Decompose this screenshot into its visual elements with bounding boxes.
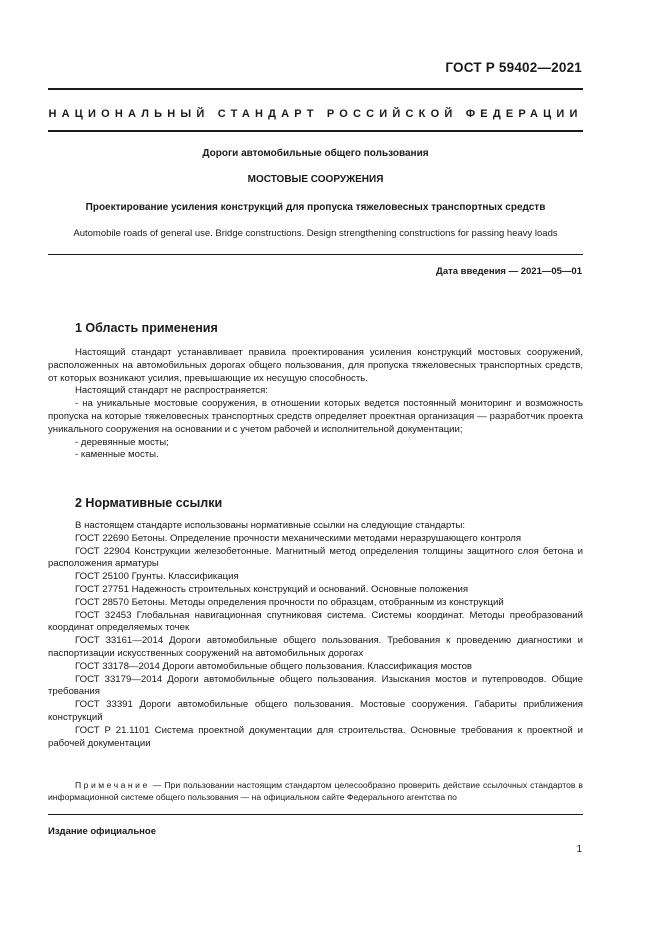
footer-rule [48,814,583,815]
reference-item: ГОСТ 22904 Конструкции железобетонные. Магнитный метод определения толщины защитного слоя бетона и расположения арматуры [48,545,583,570]
reference-item: ГОСТ 33161—2014 Дороги автомобильные общего пользования. Требования к проведению диагностики и паспортизации искусственных сооружений на автомобильных дорогах [48,635,583,659]
section-2-title: 2 Нормативные ссылки [75,496,223,510]
paragraph: Настоящий стандарт не распространяется: [75,385,268,397]
paragraph: - каменные мосты. [75,449,159,461]
paragraph: - деревянные мосты; [75,436,169,448]
section-1-title: 1 Область применения [75,321,218,335]
section-1-body [48,347,583,462]
note [48,779,583,803]
reference-item: ГОСТ 33179—2014 Дороги автомобильные общего пользования. Изыскания мостов и путепроводов. Общие требования [48,673,583,698]
title-rule [48,254,583,255]
top-rule [48,88,583,90]
heading-rule [48,130,583,132]
paragraph: - на уникальные мостовые сооружения, в отношении которых ведется постоянный мониторинг и возможность пропуска на которые тяжеловесных транспортных средств определяет проектная организация — разработчик проекта уникального сооружения на основании и с учетом рабочей и исполнительной документации; [48,398,583,435]
national-standard-heading: НАЦИОНАЛЬНЫЙ СТАНДАРТ РОССИЙСКОЙ ФЕДЕРАЦИИ [48,108,583,120]
gost-code: ГОСТ Р 59402—2021 [445,60,582,75]
paragraph: В настоящем стандарте использованы нормативные ссылки на следующие стандарты: [75,520,466,531]
reference-item: ГОСТ 33178—2014 Дороги автомобильные общего пользования. Классификация мостов [75,660,473,672]
reference-item: ГОСТ 33391 Дороги автомобильные общего пользования. Мостовые сооружения. Габариты приближения конструкций [48,699,583,723]
reference-item: ГОСТ 25100 Грунты. Классификация [75,571,239,583]
reference-item: ГОСТ Р 21.1101 Система проектной документации для строительства. Основные требования к проектной и рабочей документации [48,724,583,749]
title-line-2: МОСТОВЫЕ СООРУЖЕНИЯ [247,174,384,185]
edition-label: Издание официальное [48,826,156,837]
reference-item: ГОСТ 32453 Глобальная навигационная спутниковая система. Системы координат. Методы преобразований координат определяемых точек [48,609,583,634]
reference-item: ГОСТ 22690 Бетоны. Определение прочности механическими методами неразрушающего контроля [75,532,522,544]
paragraph: Настоящий стандарт устанавливает правила проектирования усиления конструкций мостовых сооружений, расположенных на автомобильных дорогах общего пользования, для пропуска тяжеловесных транспортных средств, от которых возникают усилия, превышающие их несущую способность. [48,347,583,384]
section-2-body [48,520,583,750]
title-line-3: Проектирование усиления конструкций для пропуска тяжеловесных транспортных средств [85,202,546,213]
note-text: — При пользовании настоящим стандартом целесообразно проверить действие ссылочных стандартов в информационной системе общего пользования — на официальном сайте Федерального агентства по [48,780,583,802]
reference-item: ГОСТ 27751 Надежность строительных конструкций и оснований. Основные положения [75,583,469,595]
intro-date: Дата введения — 2021—05—01 [436,266,582,277]
title-line-1: Дороги автомобильные общего пользования [202,148,429,159]
title-english: Automobile roads of general use. Bridge constructions. Design strengthening constructions for passing heavy loads [73,228,558,239]
reference-item: ГОСТ 28570 Бетоны. Методы определения прочности по образцам, отобранным из конструкций [75,596,504,608]
page-number: 1 [576,844,582,855]
note-label: Примечание [75,780,150,790]
